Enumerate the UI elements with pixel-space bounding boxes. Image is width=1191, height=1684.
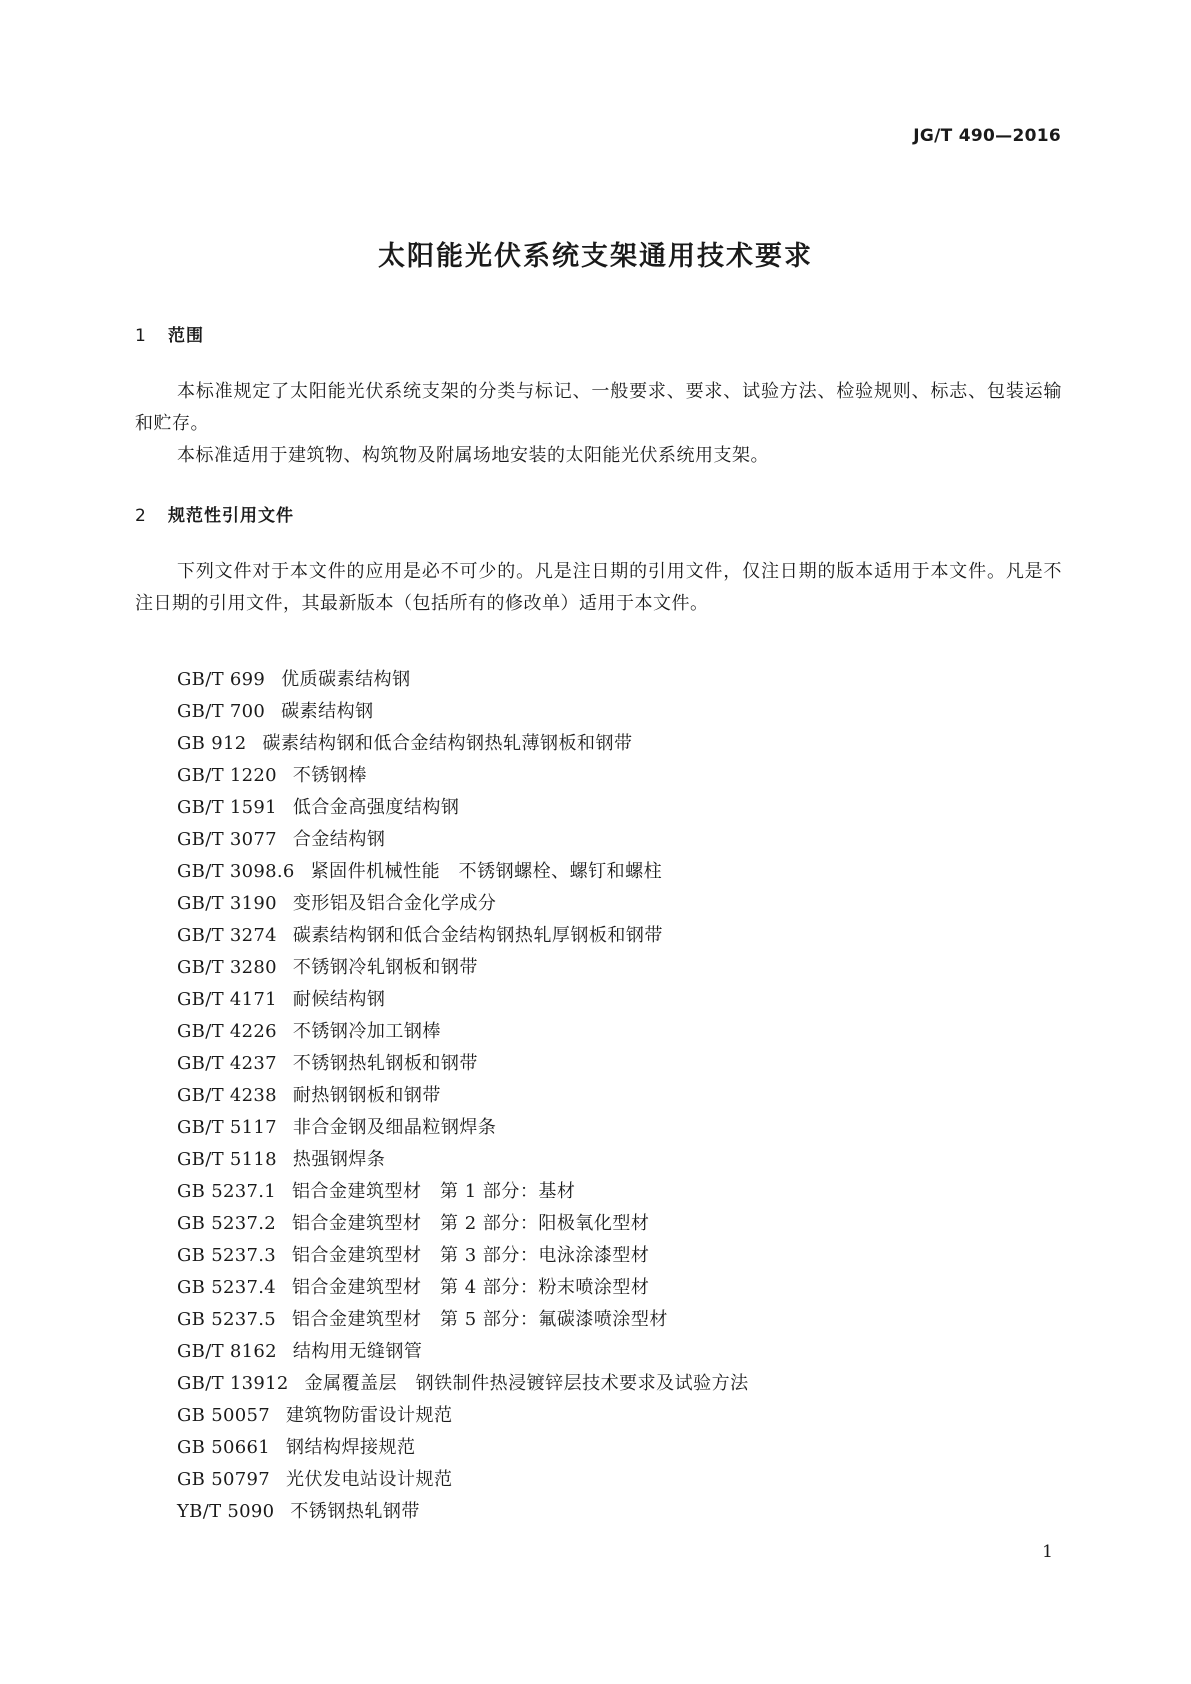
reference-code: GB/T 4171 [177,989,277,1010]
reference-item [177,696,749,728]
reference-item [177,1496,749,1528]
reference-item [177,792,749,824]
reference-item [177,1080,749,1112]
reference-code: GB/T 8162 [177,1341,277,1362]
reference-item [177,1432,749,1464]
reference-title: 不锈钢热轧钢板和钢带 [292,1053,478,1074]
reference-title: 合金结构钢 [292,829,386,850]
section-heading-normative-references [135,501,294,526]
section-heading-scope [135,321,204,346]
reference-item [177,952,749,984]
reference-code: GB/T 3190 [177,893,277,914]
reference-title: 碳素结构钢 [281,701,374,722]
reference-title: 铝合金建筑型材 第 5 部分：氟碳漆喷涂型材 [292,1309,668,1330]
reference-title: 碳素结构钢和低合金结构钢热轧薄钢板和钢带 [262,733,633,754]
reference-code: GB/T 13912 [177,1373,289,1394]
reference-item [177,664,749,696]
reference-code: GB/T 4238 [177,1085,277,1106]
reference-code: GB/T 5117 [177,1117,277,1138]
reference-item [177,1048,749,1080]
reference-code: GB/T 3280 [177,957,277,978]
reference-item [177,1336,749,1368]
reference-code: GB 5237.2 [177,1213,277,1234]
reference-code: GB/T 4237 [177,1053,277,1074]
reference-code: GB/T 1591 [177,797,277,818]
reference-code: GB/T 3274 [177,925,277,946]
reference-item [177,984,749,1016]
scope-paragraph: 本标准规定了太阳能光伏系统支架的分类与标记、一般要求、要求、试验方法、检验规则、标志、包装运输和贮存。 [135,381,1062,434]
reference-title: 建筑物防雷设计规范 [286,1405,453,1426]
reference-code: GB 50661 [177,1437,270,1458]
reference-item [177,1400,749,1432]
reference-code: GB 50057 [177,1405,270,1426]
reference-title: 耐候结构钢 [292,989,386,1010]
reference-title: 变形铝及铝合金化学成分 [292,893,497,914]
section-number: 2 [135,506,147,526]
reference-title: 铝合金建筑型材 第 2 部分：阳极氧化型材 [292,1213,650,1234]
page-number: 1 [1042,1542,1053,1562]
reference-item [177,760,749,792]
reference-item [177,1368,749,1400]
reference-code: GB 5237.5 [177,1309,277,1330]
reference-code: GB 5237.4 [177,1277,277,1298]
reference-title: 结构用无缝钢管 [292,1341,423,1362]
reference-code: GB/T 699 [177,669,266,690]
reference-code: GB 50797 [177,1469,270,1490]
standard-code: JG/T 490—2016 [913,126,1061,146]
reference-item [177,1112,749,1144]
reference-title: 钢结构焊接规范 [286,1437,416,1458]
reference-title: 金属覆盖层 钢铁制件热浸镀锌层技术要求及试验方法 [304,1373,749,1394]
reference-code: GB/T 4226 [177,1021,277,1042]
reference-code: GB/T 5118 [177,1149,277,1170]
reference-code: GB 5237.1 [177,1181,277,1202]
reference-list [177,664,749,1528]
reference-title: 铝合金建筑型材 第 1 部分：基材 [292,1181,576,1202]
reference-title: 非合金钢及细晶粒钢焊条 [292,1117,497,1138]
reference-title: 热强钢焊条 [292,1149,386,1170]
reference-item [177,920,749,952]
reference-item [177,1464,749,1496]
reference-code: GB/T 1220 [177,765,277,786]
section-title: 规范性引用文件 [168,506,294,526]
reference-code: YB/T 5090 [177,1501,275,1522]
reference-title: 不锈钢冷轧钢板和钢带 [292,957,478,978]
reference-title: 优质碳素结构钢 [281,669,411,690]
reference-code: GB/T 700 [177,701,266,722]
reference-item [177,1208,749,1240]
document-title: 太阳能光伏系统支架通用技术要求 [378,241,813,272]
reference-title: 耐热钢钢板和钢带 [292,1085,441,1106]
reference-item [177,888,749,920]
reference-item [177,1240,749,1272]
reference-item [177,1304,749,1336]
reference-item [177,1176,749,1208]
reference-code: GB/T 3098.6 [177,861,295,882]
reference-title: 铝合金建筑型材 第 4 部分：粉末喷涂型材 [292,1277,650,1298]
reference-item [177,728,749,760]
reference-title: 不锈钢冷加工钢棒 [292,1021,441,1042]
section-title: 范围 [168,326,204,346]
scope-paragraph: 本标准适用于建筑物、构筑物及附属场地安装的太阳能光伏系统用支架。 [177,445,769,466]
reference-code: GB/T 3077 [177,829,277,850]
reference-item [177,856,749,888]
references-intro-paragraph: 下列文件对于本文件的应用是必不可少的。凡是注日期的引用文件，仅注日期的版本适用于本文件。凡是不注日期的引用文件，其最新版本（包括所有的修改单）适用于本文件。 [135,561,1062,614]
reference-title: 低合金高强度结构钢 [292,797,460,818]
reference-title: 紧固件机械性能 不锈钢螺栓、螺钉和螺柱 [310,861,663,882]
reference-item [177,1272,749,1304]
reference-item [177,824,749,856]
reference-title: 不锈钢棒 [292,765,367,786]
reference-item [177,1144,749,1176]
reference-code: GB 912 [177,733,247,754]
section-number: 1 [135,326,147,346]
reference-title: 光伏发电站设计规范 [286,1469,453,1490]
reference-item [177,1016,749,1048]
reference-code: GB 5237.3 [177,1245,277,1266]
reference-title: 不锈钢热轧钢带 [290,1501,420,1522]
reference-title: 碳素结构钢和低合金结构钢热轧厚钢板和钢带 [292,925,663,946]
reference-title: 铝合金建筑型材 第 3 部分：电泳涂漆型材 [292,1245,650,1266]
